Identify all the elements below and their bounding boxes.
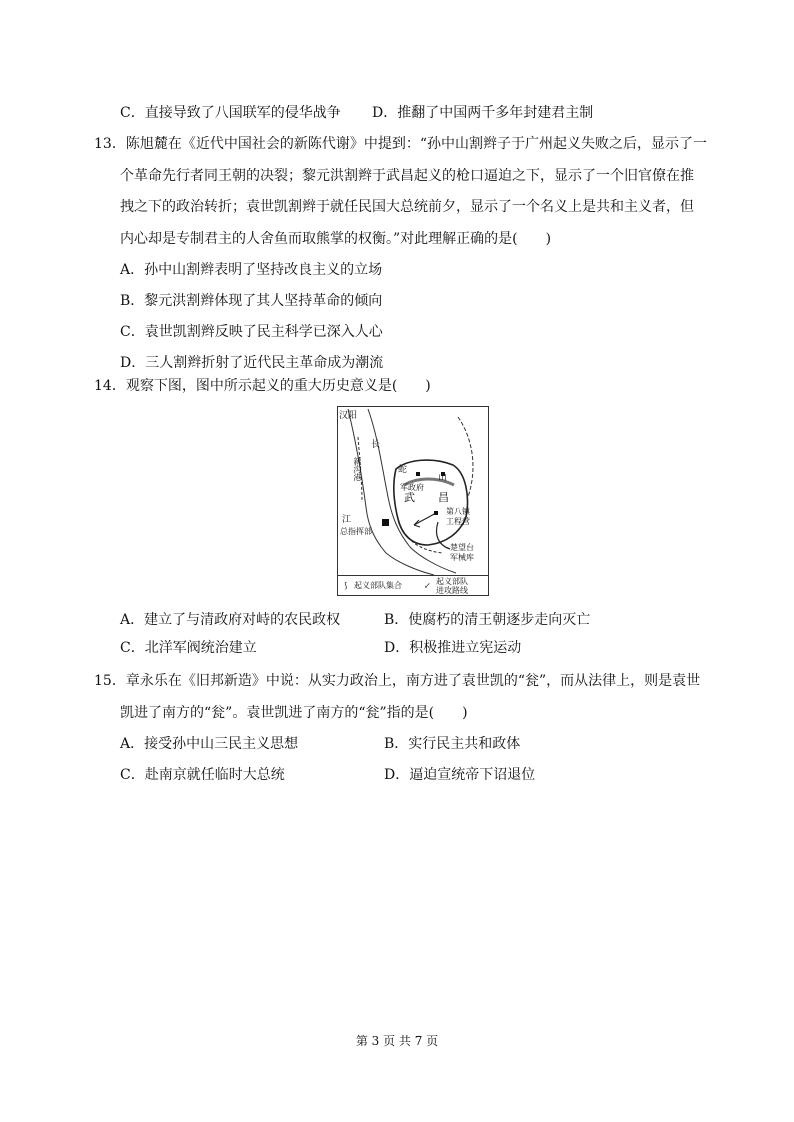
map-label-chang: 长 [371, 440, 381, 450]
q13-stem-line-4: 内心却是专制君主的人舍鱼而取熊掌的权衡。”对此理解正确的是( ) [120, 231, 552, 247]
legend-item-gather: 起义部队集合 [354, 581, 402, 590]
q14-option-c: C．北洋军阀统治建立 [120, 640, 257, 656]
q13-option-d: D．三人割辫折射了近代民主革命成为潮流 [120, 355, 384, 371]
map-label-junzhengfu: 军政府 [400, 483, 424, 492]
q12-option-c: C．直接导致了八国联军的侵华战争 [120, 105, 341, 121]
map-label-wu: 武 [404, 491, 415, 504]
q13-option-a: A．孙中山割辫表明了坚持改良主义的立场 [120, 262, 383, 278]
map-label-hanyang: 汉阳 [339, 411, 358, 421]
q15-stem-line-1: 15．章永乐在《旧邦新造》中说：从实力政治上，南方进了袁世凯的“瓮”，而从法律上，则是袁世 [94, 673, 701, 689]
map-label-chuwangtai: 楚望台 [450, 543, 474, 552]
legend-item-route: 起义部队 进攻路线 [436, 577, 468, 595]
map-label-river: 新沟港 [353, 457, 362, 481]
q13-stem-line-2: 个革命先行者同王朝的决裂；黎元洪割辫于武昌起义的枪口逼迫之下，显示了一个旧官僚在推 [120, 168, 694, 184]
q13-stem-line-3: 拽之下的政治转折；袁世凯割辫于就任民国大总统前夕，显示了一个名义上是共和主义者，但 [120, 199, 694, 215]
q15-option-a: A．接受孙中山三民主义思想 [120, 736, 299, 752]
q13-stem-line-1: 13．陈旭麓在《近代中国社会的新陈代谢》中提到：“孙中山割辫子于广州起义失败之后，显示了一 [94, 136, 707, 152]
q14-option-a: A．建立了与清政府对峙的农民政权 [120, 612, 341, 628]
q15-stem-line-2: 凯进了南方的“瓮”。袁世凯进了南方的“瓮”指的是( ) [120, 705, 468, 721]
legend-route-icon: ↙ [424, 581, 431, 590]
map-label-chang2: 昌 [438, 491, 449, 504]
legend-gather-icon: ⟆ [344, 581, 348, 590]
map-label-jiang: 江 [342, 515, 352, 525]
q15-option-c: C．赴南京就任临时大总统 [120, 767, 285, 783]
wuchang-uprising-map [337, 406, 489, 596]
q12-option-d: D．推翻了中国两千多年封建君主制 [372, 105, 594, 121]
page-number: 第 3 页 共 7 页 [355, 1034, 439, 1048]
map-label-zongzhihuibu: 总指挥部 [340, 527, 372, 536]
q14-stem: 14．观察下图，图中所示起义的重大历史意义是( ) [94, 378, 431, 394]
q15-option-d: D．逼迫宣统帝下诏退位 [384, 767, 536, 783]
map-legend [338, 575, 488, 596]
map-label-she: 蛇 [398, 465, 408, 475]
map-label-shan: 山 [438, 473, 448, 483]
q13-option-b: B．黎元洪割辫体现了其人坚持革命的倾向 [120, 293, 383, 309]
q13-option-c: C．袁世凯割辫反映了民主科学已深入人心 [120, 324, 383, 340]
q14-option-d: D．积极推进立宪运动 [384, 640, 522, 656]
map-label-dibazhen: 第八镇 [446, 507, 470, 516]
map-label-junxieku: 军械库 [450, 553, 474, 562]
q15-option-b: B．实行民主共和政体 [384, 736, 521, 752]
map-label-gongchengying: 工程营 [446, 517, 470, 526]
q14-option-b: B．使腐朽的清王朝逐步走向灭亡 [384, 612, 591, 628]
